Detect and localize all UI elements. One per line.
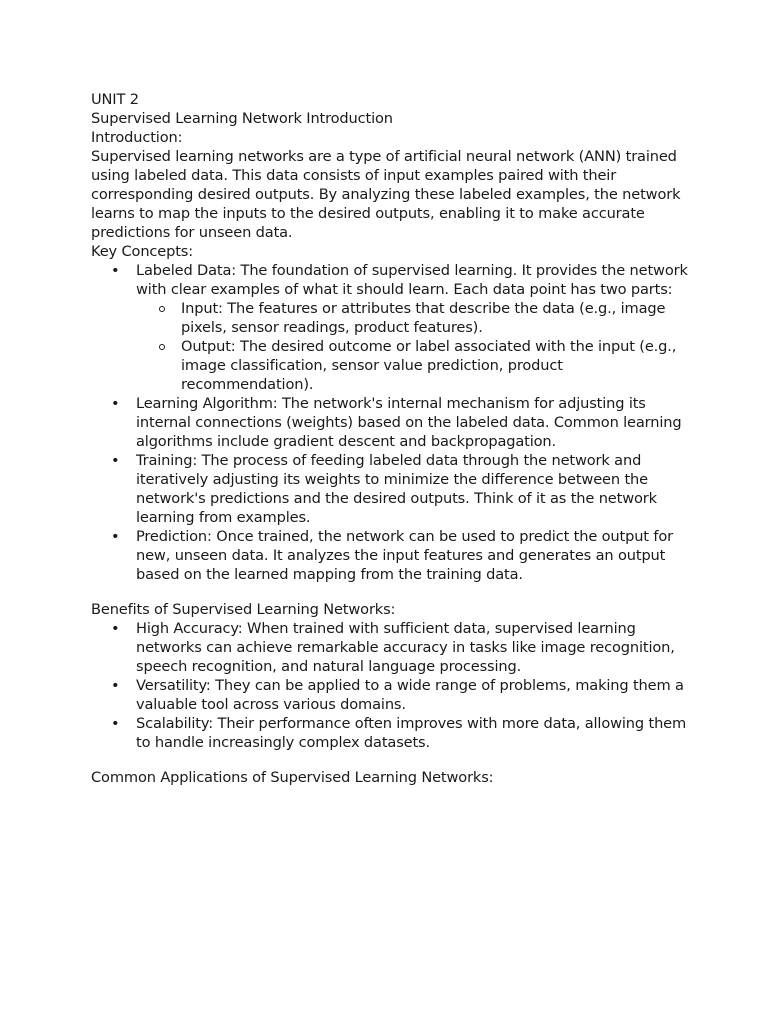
list-item: • High Accuracy: When trained with sufficient data, supervised learning networks can achieve remarkable accuracy in tasks like image recognition, speech recognition, and natural language processing.	[91, 619, 691, 676]
sub-list-item: Output: The desired outcome or label associated with the input (e.g., image classification, sensor value prediction, product recommendation).	[136, 337, 691, 394]
applications-heading: Common Applications of Supervised Learning Networks:	[91, 769, 494, 786]
list-item: • Learning Algorithm: The network's internal mechanism for adjusting its internal connections (weights) based on the labeled data. Common learning algorithms include gradient descent and backpropagation.	[91, 394, 691, 451]
document-page	[91, 90, 691, 787]
list-item: • Versatility: They can be applied to a wide range of problems, making them a valuable tool across various domains.	[91, 676, 691, 714]
benefits-list	[91, 619, 691, 752]
key-concepts-heading: Key Concepts:	[91, 243, 194, 260]
labeled-data-text: Labeled Data: The foundation of supervised learning. It provides the network with clear examples of what it should learn. Each data point has two parts:	[136, 262, 688, 298]
introduction-heading: Introduction:	[91, 129, 183, 146]
list-item: • Training: The process of feeding labeled data through the network and iteratively adjusting its weights to minimize the difference between the network's predictions and the desired outputs. Think of it as the network learning from examples.	[91, 451, 691, 527]
list-item: • Scalability: Their performance often improves with more data, allowing them to handle increasingly complex datasets.	[91, 714, 691, 752]
unit-label: UNIT 2	[91, 91, 139, 108]
introduction-paragraph: Supervised learning networks are a type of artificial neural network (ANN) trained using labeled data. This data consists of input examples paired with their corresponding desired outputs. By analyzing these labeled examples, the network learns to map the inputs to the desired outputs, enabling it to make accurate predictions for unseen data.	[91, 148, 681, 241]
sub-list-item: Input: The features or attributes that describe the data (e.g., image pixels, sensor readings, product features).	[136, 299, 691, 337]
list-item: • Prediction: Once trained, the network can be used to predict the output for new, unseen data. It analyzes the input features and generates an output based on the learned mapping from the training data.	[91, 527, 691, 584]
document-title: Supervised Learning Network Introduction	[91, 110, 393, 127]
key-concepts-list	[91, 261, 691, 584]
list-item	[91, 261, 691, 394]
benefits-heading: Benefits of Supervised Learning Networks:	[91, 601, 396, 618]
labeled-data-parts-list	[136, 299, 691, 394]
